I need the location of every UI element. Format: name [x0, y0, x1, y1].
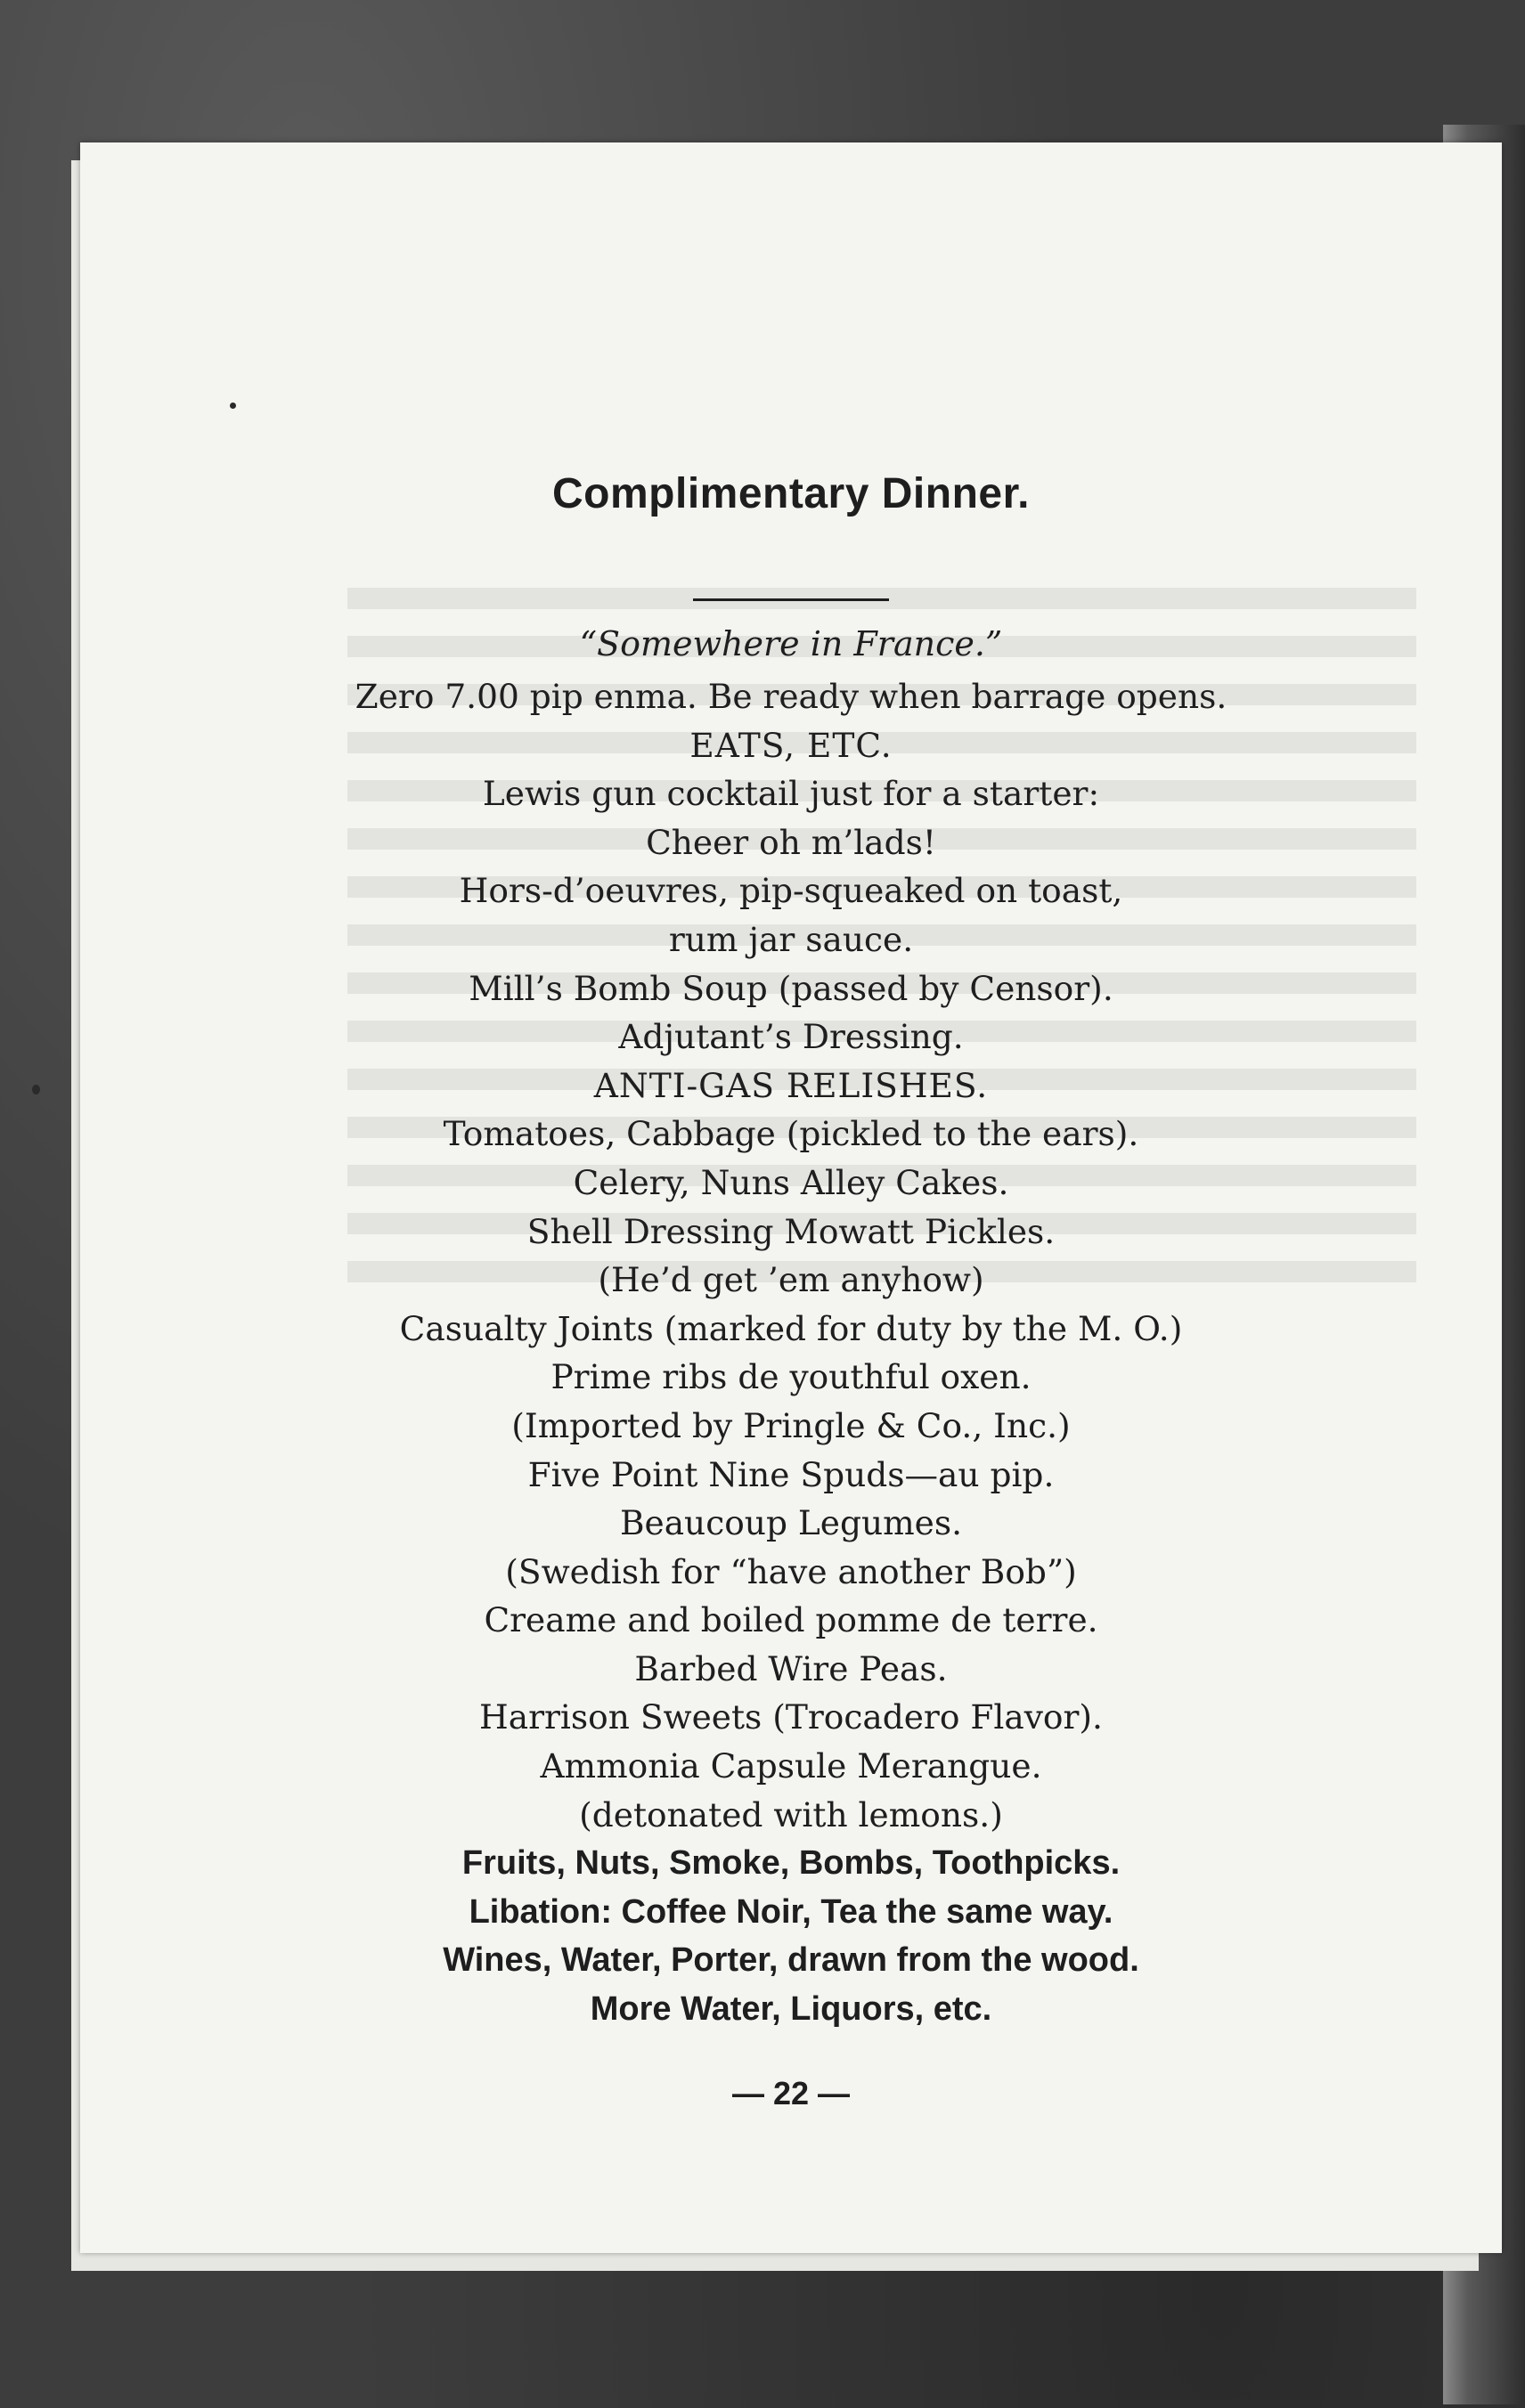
menu-line: Mill’s Bomb Soup (passed by Censor).	[469, 968, 1113, 1008]
menu-line: Hors-d’oeuvres, pip-squeaked on toast,	[459, 871, 1123, 911]
page-number: — 22 —	[731, 2075, 851, 2111]
menu-line: Ammonia Capsule Merangue.	[540, 1746, 1042, 1786]
page-speck	[230, 403, 236, 409]
menu-line: (detonated with lemons.)	[579, 1794, 1003, 1834]
page-speck	[32, 1085, 40, 1094]
menu-line: Beaucoup Legumes.	[619, 1503, 963, 1543]
menu-line: rum jar sauce.	[668, 919, 914, 959]
page-title: Complimentary Dinner.	[552, 470, 1030, 517]
menu-line: Lewis gun cocktail just for a starter:	[482, 774, 1100, 814]
menu-line: Fruits, Nuts, Smoke, Bombs, Toothpicks.	[461, 1844, 1121, 1883]
menu-line: Barbed Wire Peas.	[634, 1648, 948, 1688]
menu-line: (He’d get ’em anyhow)	[598, 1260, 984, 1300]
menu-line: Tomatoes, Cabbage (pickled to the ears).	[443, 1114, 1139, 1154]
menu-line: Zero 7.00 pip enma. Be ready when barrage opens.	[355, 677, 1227, 716]
menu-line: Celery, Nuns Alley Cakes.	[573, 1162, 1009, 1202]
menu-line: Prime ribs de youthful oxen.	[550, 1357, 1032, 1397]
menu-line: Harrison Sweets (Trocadero Flavor).	[479, 1697, 1103, 1737]
menu-line: (Swedish for “have another Bob”)	[505, 1551, 1077, 1591]
menu-line: Libation: Coffee Noir, Tea the same way.	[469, 1892, 1113, 1931]
menu-line: EATS, ETC.	[689, 725, 893, 765]
menu-line: Adjutant’s Dressing.	[618, 1017, 964, 1057]
menu-line: Shell Dressing Mowatt Pickles.	[526, 1211, 1056, 1251]
menu-line: (Imported by Pringle & Co., Inc.)	[511, 1405, 1071, 1445]
page-content	[80, 463, 1502, 2034]
menu-line: Casualty Joints (marked for duty by the M. O.)	[399, 1308, 1183, 1348]
menu-line: Cheer oh m’lads!	[646, 822, 936, 862]
menu-list	[80, 672, 1502, 2034]
menu-line: Five Point Nine Spuds—au pip.	[527, 1454, 1055, 1494]
page-subtitle: “Somewhere in France.”	[579, 624, 1003, 663]
menu-line: Wines, Water, Porter, drawn from the wood.	[443, 1941, 1139, 1980]
menu-line: Creame and boiled pomme de terre.	[484, 1600, 1098, 1640]
menu-line: ANTI-GAS RELISHES.	[593, 1065, 989, 1105]
title-divider	[693, 598, 889, 601]
menu-line: More Water, Liquors, etc.	[590, 1990, 992, 2029]
